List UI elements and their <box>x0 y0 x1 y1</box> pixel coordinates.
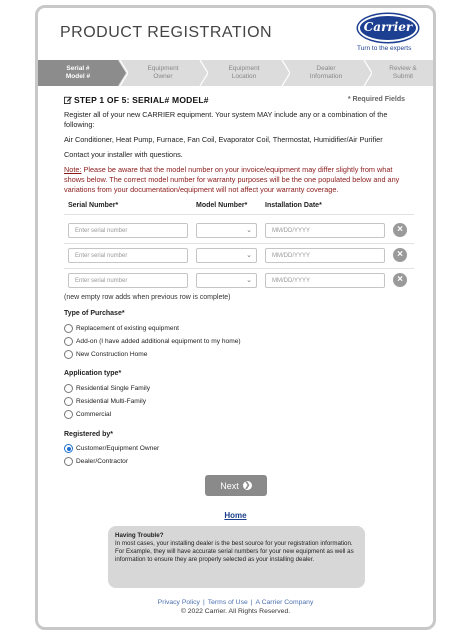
radio-label: Residential Multi-Family <box>76 398 146 405</box>
registered-option-owner[interactable] <box>64 444 159 453</box>
step-label-line2: Model # <box>65 73 91 80</box>
remove-row-icon[interactable]: × <box>393 223 407 237</box>
step-label-line1: Dealer <box>316 65 336 72</box>
model-select[interactable] <box>196 273 257 288</box>
trouble-text: In most cases, your installing dealer is the best source for your registration information. For Example, they will have accurate serial numbers for your new equipment as well as information to ensure they are properly selected as your installing dealer. <box>115 540 354 563</box>
registration-card <box>35 5 436 630</box>
purchase-option-replacement[interactable] <box>64 324 179 333</box>
model-select[interactable] <box>196 223 257 238</box>
required-fields-note: * Required Fields <box>347 96 405 103</box>
terms-of-use-link[interactable]: Terms of Use <box>207 599 248 606</box>
step-label-line1: Review & <box>389 65 417 72</box>
registered-by-label: Registered by* <box>64 431 114 438</box>
step-chevron-icon <box>198 60 208 86</box>
step-serial-model <box>38 60 118 86</box>
logo-wordmark: Carrier <box>363 20 413 34</box>
logo-tagline: Turn to the experts <box>357 45 412 52</box>
model-column-header: Model Number* <box>196 202 248 209</box>
warranty-note <box>64 165 414 195</box>
trouble-help-box <box>108 526 365 588</box>
note-text: Please be aware that the model number on your invoice/equipment may differ slightly from what shows below. The correct model number for warranty purposes will be the one populated below and any variations from your documentation/equipment will not affect your warranty coverage. <box>64 165 400 194</box>
note-label: Note: <box>64 165 82 174</box>
step-chevron-icon <box>362 60 372 86</box>
chevron-down-icon: ⌄ <box>246 277 252 284</box>
divider <box>64 214 414 215</box>
serial-input[interactable]: Enter serial number <box>68 248 188 263</box>
radio-label: Dealer/Contractor <box>76 458 129 465</box>
chevron-down-icon: ⌄ <box>246 227 252 234</box>
divider <box>64 243 414 244</box>
application-option-single-family[interactable] <box>64 384 150 393</box>
radio-circle[interactable] <box>64 384 73 393</box>
page-title: PRODUCT REGISTRATION <box>60 24 273 41</box>
carrier-logo[interactable] <box>358 14 424 58</box>
step-chevron-icon <box>118 60 128 86</box>
serial-column-header: Serial Number* <box>68 202 119 209</box>
registered-option-dealer[interactable] <box>64 457 128 466</box>
radio-label: Replacement of existing equipment <box>76 325 179 332</box>
arrow-right-icon: ❯ <box>244 482 251 489</box>
step-label-line1: Equipment <box>147 65 179 72</box>
install-date-input[interactable]: MM/DD/YYYY <box>265 273 385 288</box>
step-label-line2: Owner <box>153 73 173 80</box>
carrier-company-link[interactable]: A Carrier Company <box>255 599 314 606</box>
step-dealer-information <box>290 60 362 86</box>
radio-label: Residential Single Family <box>76 385 151 392</box>
radio-circle-selected[interactable] <box>64 444 73 453</box>
remove-row-icon[interactable]: × <box>393 248 407 262</box>
step-equipment-location <box>208 60 280 86</box>
radio-label: Customer/Equipment Owner <box>76 445 160 452</box>
step-heading <box>64 95 209 105</box>
date-column-header: Installation Date* <box>265 202 322 209</box>
home-link[interactable]: Home <box>224 511 247 520</box>
equipment-list: Air Conditioner, Heat Pump, Furnace, Fan Coil, Evaporator Coil, Thermostat, Humidifier/Air Purifier <box>64 135 383 144</box>
link-separator: | <box>250 599 253 606</box>
step-chevron-icon <box>280 60 290 86</box>
radio-circle[interactable] <box>64 350 73 359</box>
step-label-line1: Serial # <box>66 65 90 72</box>
chevron-down-icon: ⌄ <box>246 252 252 259</box>
radio-circle[interactable] <box>64 337 73 346</box>
edit-icon <box>64 96 72 104</box>
step-equipment-owner <box>128 60 198 86</box>
install-date-input[interactable]: MM/DD/YYYY <box>265 223 385 238</box>
purchase-option-new-construction[interactable] <box>64 350 147 359</box>
next-button[interactable] <box>205 475 267 496</box>
radio-circle[interactable] <box>64 324 73 333</box>
application-type-label: Application type* <box>64 370 122 377</box>
intro-text: Register all of your new CARRIER equipment. Your system MAY include any or a combination of the following: <box>64 110 388 129</box>
application-option-multi-family[interactable] <box>64 397 146 406</box>
trouble-title: Having Trouble? <box>115 532 164 539</box>
purchase-option-addon[interactable] <box>64 337 241 346</box>
radio-label: New Construction Home <box>76 351 148 358</box>
header <box>38 8 433 60</box>
divider <box>64 268 414 269</box>
radio-circle[interactable] <box>64 457 73 466</box>
step-label-line1: Equipment <box>228 65 260 72</box>
remove-row-icon[interactable]: × <box>393 273 407 287</box>
link-separator: | <box>202 599 205 606</box>
install-date-input[interactable]: MM/DD/YYYY <box>265 248 385 263</box>
step-review-submit <box>372 60 434 86</box>
next-button-label: Next <box>220 480 239 491</box>
progress-steps <box>38 60 433 86</box>
contact-text: Contact your installer with questions. <box>64 150 183 159</box>
radio-label: Add-on (I have added additional equipment to my home) <box>76 338 241 345</box>
model-select[interactable] <box>196 248 257 263</box>
step-label-line2: Submit <box>392 73 414 80</box>
radio-label: Commercial <box>76 411 112 418</box>
serial-input[interactable]: Enter serial number <box>68 273 188 288</box>
footer-links <box>38 599 433 606</box>
purchase-type-label: Type of Purchase* <box>64 310 125 317</box>
radio-circle[interactable] <box>64 397 73 406</box>
copyright: © 2022 Carrier. All Rights Reserved. <box>180 608 291 615</box>
serial-input[interactable]: Enter serial number <box>68 223 188 238</box>
step-heading-text: STEP 1 OF 5: SERIAL# MODEL# <box>74 95 209 105</box>
privacy-policy-link[interactable]: Privacy Policy <box>157 599 200 606</box>
application-option-commercial[interactable] <box>64 410 111 419</box>
radio-circle[interactable] <box>64 410 73 419</box>
step-label-line2: Location <box>231 73 257 80</box>
rows-hint: (new empty row adds when previous row is complete) <box>64 294 231 301</box>
step-label-line2: Information <box>309 73 343 80</box>
